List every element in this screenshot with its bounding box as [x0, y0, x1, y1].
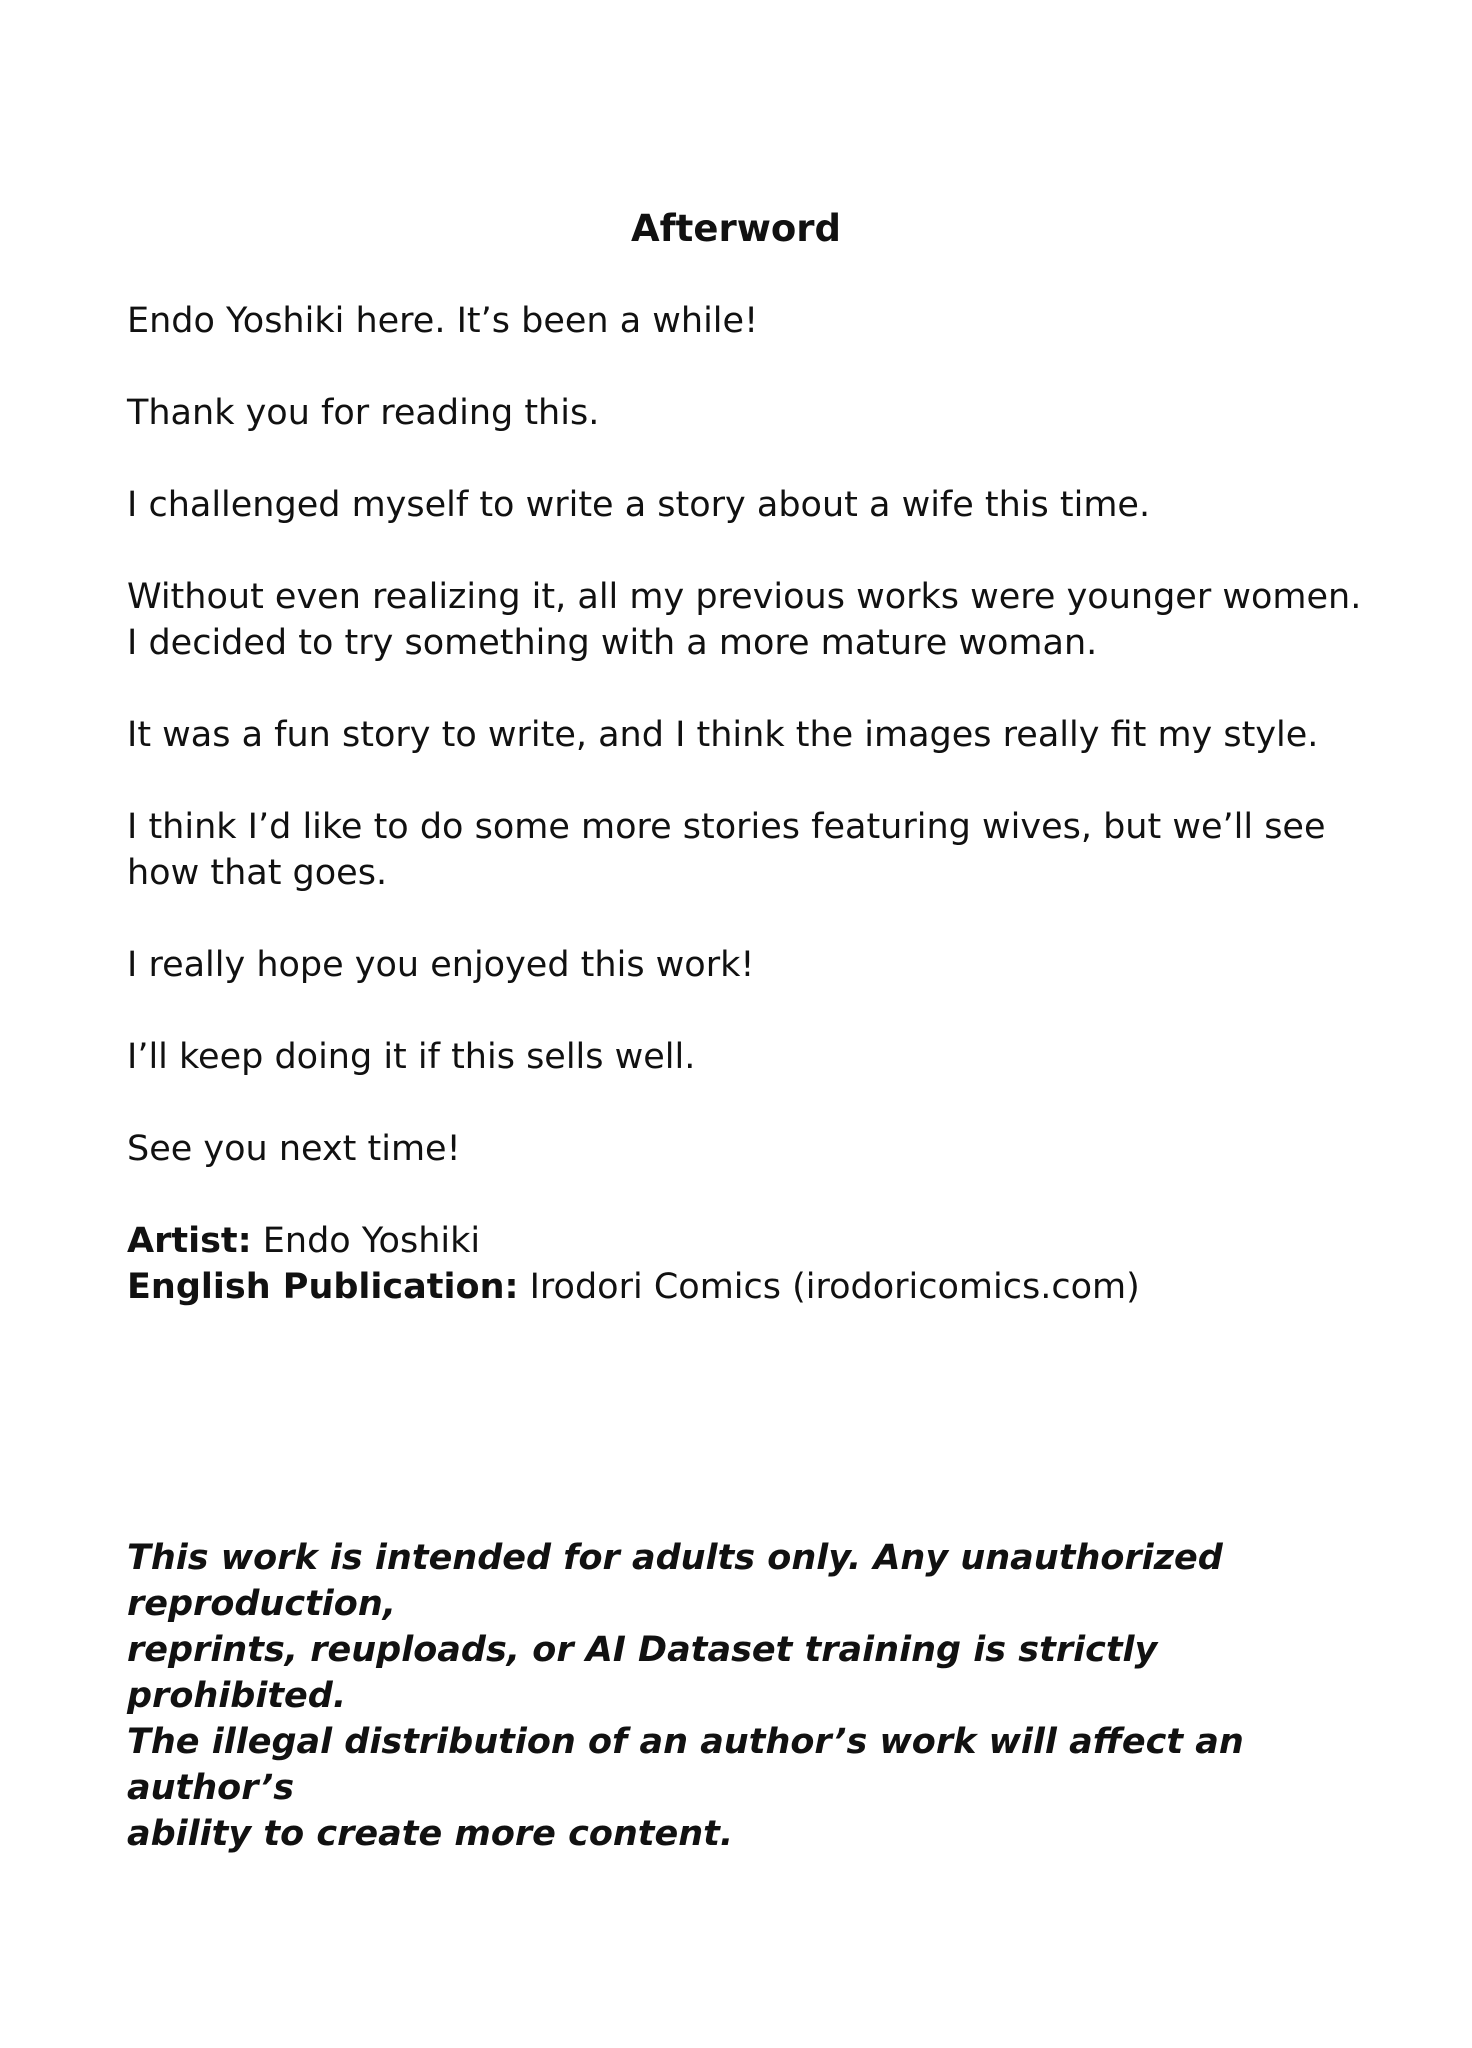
- artist-value: Endo Yoshiki: [251, 1221, 481, 1261]
- artist-credit: [127, 1218, 1387, 1264]
- credits: [127, 1218, 1387, 1310]
- artist-label: Artist:: [127, 1221, 252, 1261]
- paragraph-6: I think I’d like to do some more stories featuring wives, but we’ll see how that goes.: [127, 807, 1326, 893]
- paragraph-1: Endo Yoshiki here. It’s been a while!: [127, 301, 759, 341]
- notice-line: reprints, reuploads, or AI Dataset training is strictly prohibited.: [127, 1630, 1158, 1716]
- paragraph-5: It was a fun story to write, and I think the images really fit my style.: [127, 715, 1319, 755]
- paragraph-7: I really hope you enjoyed this work!: [127, 945, 755, 985]
- paragraph-3: I challenged myself to write a story about a wife this time.: [127, 485, 1151, 525]
- publication-credit: [127, 1264, 1387, 1310]
- publication-value: Irodori Comics (irodoricomics.com): [518, 1267, 1140, 1307]
- paragraph-9: See you next time!: [127, 1129, 461, 1169]
- paragraph-8: I’ll keep doing it if this sells well.: [127, 1037, 696, 1077]
- notice-line: ability to create more content.: [127, 1814, 734, 1854]
- paragraph-2: Thank you for reading this.: [127, 393, 600, 433]
- paragraph-4: Without even realizing it, all my previous works were younger women. I decided to try something with a more mature woman.: [127, 577, 1362, 663]
- afterword-body: [127, 298, 1387, 1310]
- publication-label: English Publication:: [127, 1267, 519, 1307]
- notice-line: The illegal distribution of an author’s work will affect an author’s: [127, 1722, 1244, 1808]
- page-title: Afterword: [630, 207, 842, 250]
- notice-line: This work is intended for adults only. Any unauthorized reproduction,: [127, 1538, 1223, 1624]
- legal-notice: [127, 1535, 1387, 1857]
